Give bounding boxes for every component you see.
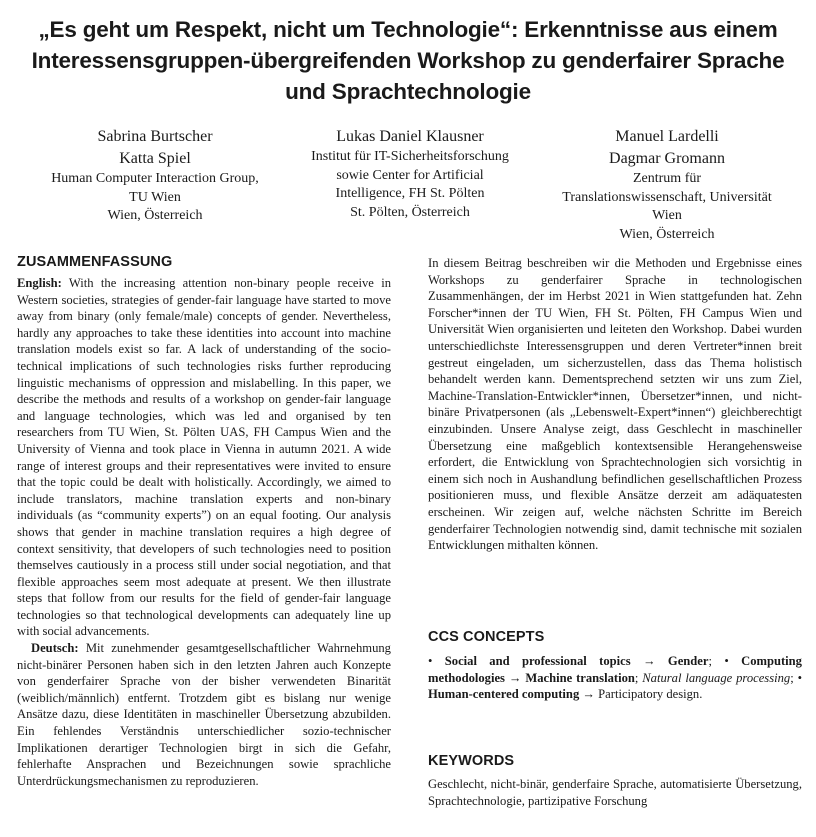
author-affiliation: Wien, Österreich: [107, 208, 203, 223]
ccs-item: Social and professional topics: [444, 654, 631, 668]
author-block-1: [20, 126, 290, 226]
ccs-item: Gender: [667, 654, 709, 668]
ccs-item: Participatory design.: [598, 687, 703, 702]
author-name: Manuel Lardelli: [615, 128, 719, 145]
author-affiliation: Wien: [652, 208, 682, 223]
abstract-deutsch: [17, 640, 391, 789]
abstract-continued: In diesem Beitrag beschreiben wir die Methoden und Ergebnisse eines Workshops zu genderfairer Sprache in technologischen Zusammenhängen, der im Herbst 2021 in Wien stattgefunden hat. Zehn Forscher*innen der TU Wien, FH St. Pölten, FH Campus Wien und Universität Wien organisierten und leiteten den Workshop. Dabei wurden unterschiedlichste Interessensgruppen und deren Vertreter*innen breit gestreut eingeladen, um sicherzustellen, dass das Thema holistisch behandelt werden kann. Dementsprechend setzten wir uns zum Ziel, Machine-Translation-Entwickler*innen, Übersetzer*innen, und nicht-binäre Privatpersonen (als „Lebenswelt-Expert*innen“) gleichberechtigt einzubinden. Unsere Analyse zeigt, dass Geschlecht in maschineller Übersetzung eine maßgeblich kontextsensible Herangehensweise erfordert, die Entwicklung von Sprachtechnologien sich vorsichtig in einem sich noch in Aushandlung befindlichen gesellschaftlichen Prozess positionieren muss, und flexible Ansätze derzeit am adäquatesten erscheinen. Wir zeigen auf, welche nächsten Schritte im Bereich genderfairer Technologien notwendig sind, damit technische mit sozialen Entwicklungen mithalten können.: [428, 256, 802, 553]
paper-title: „Es geht um Respekt, nicht um Technologie“: Erkenntnisse aus einem Interessensgruppen-übergreifenden Workshop zu genderfairer Sprache und Sprachtechnologie: [31, 17, 785, 104]
keywords-heading: KEYWORDS: [428, 753, 515, 769]
ccs-heading: CCS CONCEPTS: [428, 629, 545, 645]
author-name: Katta Spiel: [119, 150, 191, 167]
abstract-left-column: [17, 275, 391, 789]
author-affiliation: St. Pölten, Österreich: [350, 204, 470, 220]
abstract-right-column: [428, 255, 802, 554]
author-affiliation: Intelligence, FH St. Pölten: [335, 186, 485, 201]
ccs-item: Computing methodologies: [428, 654, 802, 685]
ccs-item: Human-centered computing: [428, 687, 580, 702]
author-affiliation: Institut für IT-Sicherheitsforschung: [311, 149, 509, 164]
english-label: English:: [17, 276, 62, 290]
deutsch-label: Deutsch:: [31, 641, 79, 656]
ccs-concepts: • Social and professional topics → Gender; • Computing methodologies → Machine translation; Natural language processing; • Human-centered computing → Participatory design.: [428, 654, 802, 702]
author-name: Lukas Daniel Klausner: [336, 128, 484, 145]
author-affiliation: Translationswissenschaft, Universität: [562, 189, 772, 205]
ccs-item: Machine translation: [525, 670, 635, 685]
abstract-english: [17, 275, 391, 640]
keywords: [428, 776, 802, 809]
author-name: Sabrina Burtscher: [97, 128, 213, 145]
author-name: Dagmar Gromann: [609, 150, 725, 167]
author-affiliation: Zentrum für: [632, 171, 702, 186]
abstract-heading: ZUSAMMENFASSUNG: [17, 254, 173, 270]
english-text: With the increasing attention non-binary people receive in Western societies, strategies of gender-fair language have started to move away from binary (only female/male) concepts of gender. Nevertheless, hardly any approaches to take these identities into account into machine translation models exist so far. A lack of understanding of the socio-technical implications of such technologies risks further reproducing linguistic mechanisms of oppression and mislabelling. In this paper, we describe the methods and results of a workshop on gender-fair language and language technologies, which was led and organised by ten researchers from TU Wien, St. Pölten UAS, FH Campus Wien and the University of Vienna and took place in Vienna in autumn 2021. A wide range of interest groups and their representatives were invited to ensure that the topic could be dealt with holistically. Accordingly, we aimed to include translators, machine translation experts and non-binary individuals (as “community experts”) on an equal footing. Our analysis shows that gender in machine translation requires a high degree of context sensitivity, that developers of such technologies need to position themselves cautiously in a process still under social negotiation, and that flexible approaches seem most adequate at present. We then illustrate steps that follow from our results for the field of gender-fair language technologies so that technological developments can adequately line up with social advancements.: [17, 276, 391, 639]
author-affiliation: Human Computer Interaction Group,: [51, 171, 259, 186]
author-block-3: [538, 126, 796, 244]
author-affiliation: sowie Center for Artificial: [336, 167, 484, 183]
author-affiliation: Wien, Österreich: [619, 226, 715, 242]
deutsch-text: Mit zunehmender gesamtgesellschaftlicher Wahrnehmung nicht-binärer Personen haben sich in den letzten Jahren auch Konzepte von genderfairer Sprache von der bisher verwendeten Binarität (weiblich/männlich) entfernt. Trotzdem gibt es bislang nur wenige Ansätze dazu, diese Identitäten in maschineller Übersetzung abzubilden. Ein fehlendes Verständnis unterschiedlicher sozio-technischer Implikationen derartiger Technologien birgt in sich die Gefahr, fehlerhafte Ansprachen und Bezeichnungen sowie sprachliche Unterdrückungsmechanismen zu reproduzieren.: [17, 641, 391, 788]
ccs-item: Natural language processing: [642, 670, 791, 685]
keywords-text: Geschlecht, nicht-binär, genderfaire Sprache, automatisierte Übersetzung, Sprachtechnologie, partizipative Forschung: [428, 777, 802, 808]
author-affiliation: TU Wien: [129, 189, 181, 205]
author-block-2: [280, 126, 540, 222]
